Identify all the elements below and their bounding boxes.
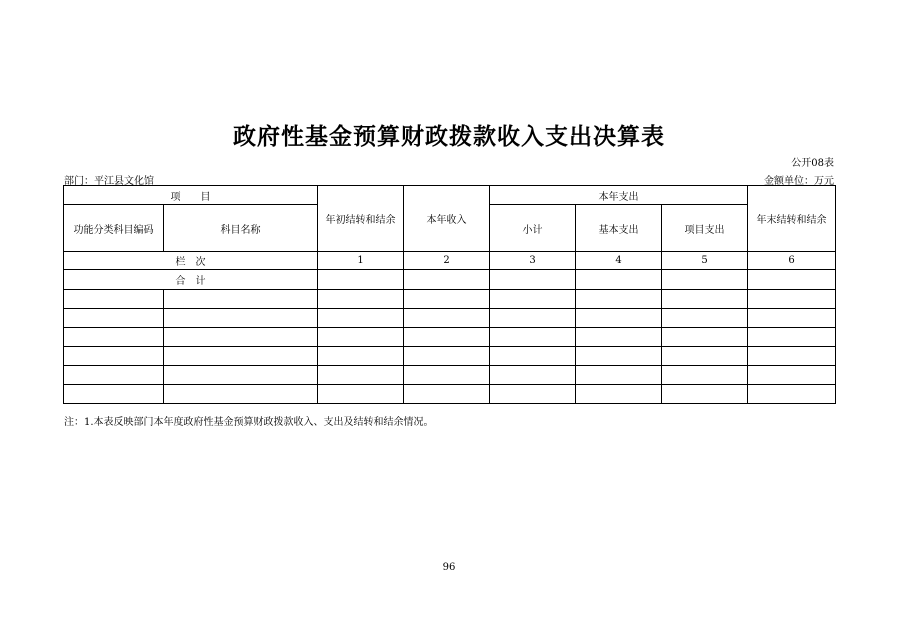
header-item: 项 目 xyxy=(64,186,318,205)
header-row-1 xyxy=(64,186,836,205)
row-value-cell xyxy=(318,366,404,385)
header-code: 功能分类科目编码 xyxy=(64,205,164,252)
row-code-cell xyxy=(64,366,164,385)
header-expenditure: 本年支出 xyxy=(490,186,748,205)
page-number: 96 xyxy=(442,562,456,573)
column-number: 5 xyxy=(662,252,748,270)
header-opening-balance: 年初结转和结余 xyxy=(318,186,404,252)
row-value-cell xyxy=(318,385,404,404)
row-value-cell xyxy=(404,290,490,309)
header-subtotal: 小计 xyxy=(490,205,576,252)
header-basic: 基本支出 xyxy=(576,205,662,252)
column-number: 6 xyxy=(748,252,836,270)
row-value-cell xyxy=(404,347,490,366)
row-name-cell xyxy=(164,309,318,328)
header-name: 科目名称 xyxy=(164,205,318,252)
row-value-cell xyxy=(748,328,836,347)
row-value-cell xyxy=(662,290,748,309)
row-value-cell xyxy=(404,328,490,347)
row-name-cell xyxy=(164,385,318,404)
row-value-cell xyxy=(318,347,404,366)
column-number: 4 xyxy=(576,252,662,270)
row-value-cell xyxy=(490,328,576,347)
total-cell xyxy=(404,270,490,290)
row-name-cell xyxy=(164,290,318,309)
header-project: 项目支出 xyxy=(662,205,748,252)
row-name-cell xyxy=(164,347,318,366)
column-number-row xyxy=(64,252,836,270)
table-row xyxy=(64,290,836,309)
row-value-cell xyxy=(490,385,576,404)
total-cell xyxy=(318,270,404,290)
row-code-cell xyxy=(64,347,164,366)
table-row xyxy=(64,385,836,404)
total-label: 合 计 xyxy=(64,270,318,290)
table-row xyxy=(64,347,836,366)
department-label: 部门：平江县文化馆 xyxy=(64,176,154,187)
row-value-cell xyxy=(662,309,748,328)
table-row xyxy=(64,328,836,347)
row-code-cell xyxy=(64,309,164,328)
row-value-cell xyxy=(576,366,662,385)
row-code-cell xyxy=(64,290,164,309)
table-note: 注：1.本表反映部门本年度政府性基金预算财政拨款收入、支出及结转和结余情况。 xyxy=(64,417,434,428)
total-cell xyxy=(748,270,836,290)
total-row xyxy=(64,270,836,290)
fund-budget-table xyxy=(63,185,836,404)
row-value-cell xyxy=(748,385,836,404)
row-value-cell xyxy=(576,328,662,347)
amount-unit-label: 金额单位：万元 xyxy=(764,176,834,187)
row-value-cell xyxy=(576,347,662,366)
row-value-cell xyxy=(576,290,662,309)
header-closing-balance: 年末结转和结余 xyxy=(748,186,836,252)
table-row xyxy=(64,366,836,385)
column-number-label: 栏 次 xyxy=(64,252,318,270)
row-code-cell xyxy=(64,385,164,404)
row-value-cell xyxy=(748,366,836,385)
row-value-cell xyxy=(662,328,748,347)
column-number: 3 xyxy=(490,252,576,270)
row-value-cell xyxy=(748,309,836,328)
row-value-cell xyxy=(490,309,576,328)
header-income: 本年收入 xyxy=(404,186,490,252)
row-value-cell xyxy=(318,328,404,347)
row-value-cell xyxy=(404,385,490,404)
row-value-cell xyxy=(576,309,662,328)
column-number: 1 xyxy=(318,252,404,270)
row-value-cell xyxy=(318,309,404,328)
row-value-cell xyxy=(576,385,662,404)
table-row xyxy=(64,309,836,328)
row-name-cell xyxy=(164,328,318,347)
form-number: 公开08表 xyxy=(791,158,834,169)
row-value-cell xyxy=(404,366,490,385)
row-code-cell xyxy=(64,328,164,347)
total-cell xyxy=(576,270,662,290)
row-value-cell xyxy=(318,290,404,309)
row-value-cell xyxy=(490,347,576,366)
row-value-cell xyxy=(748,290,836,309)
row-value-cell xyxy=(490,290,576,309)
row-value-cell xyxy=(662,347,748,366)
row-value-cell xyxy=(404,309,490,328)
total-cell xyxy=(662,270,748,290)
row-value-cell xyxy=(662,385,748,404)
row-value-cell xyxy=(490,366,576,385)
column-number: 2 xyxy=(404,252,490,270)
total-cell xyxy=(490,270,576,290)
document-title: 政府性基金预算财政拨款收入支出决算表 xyxy=(233,124,665,150)
row-name-cell xyxy=(164,366,318,385)
row-value-cell xyxy=(662,366,748,385)
row-value-cell xyxy=(748,347,836,366)
